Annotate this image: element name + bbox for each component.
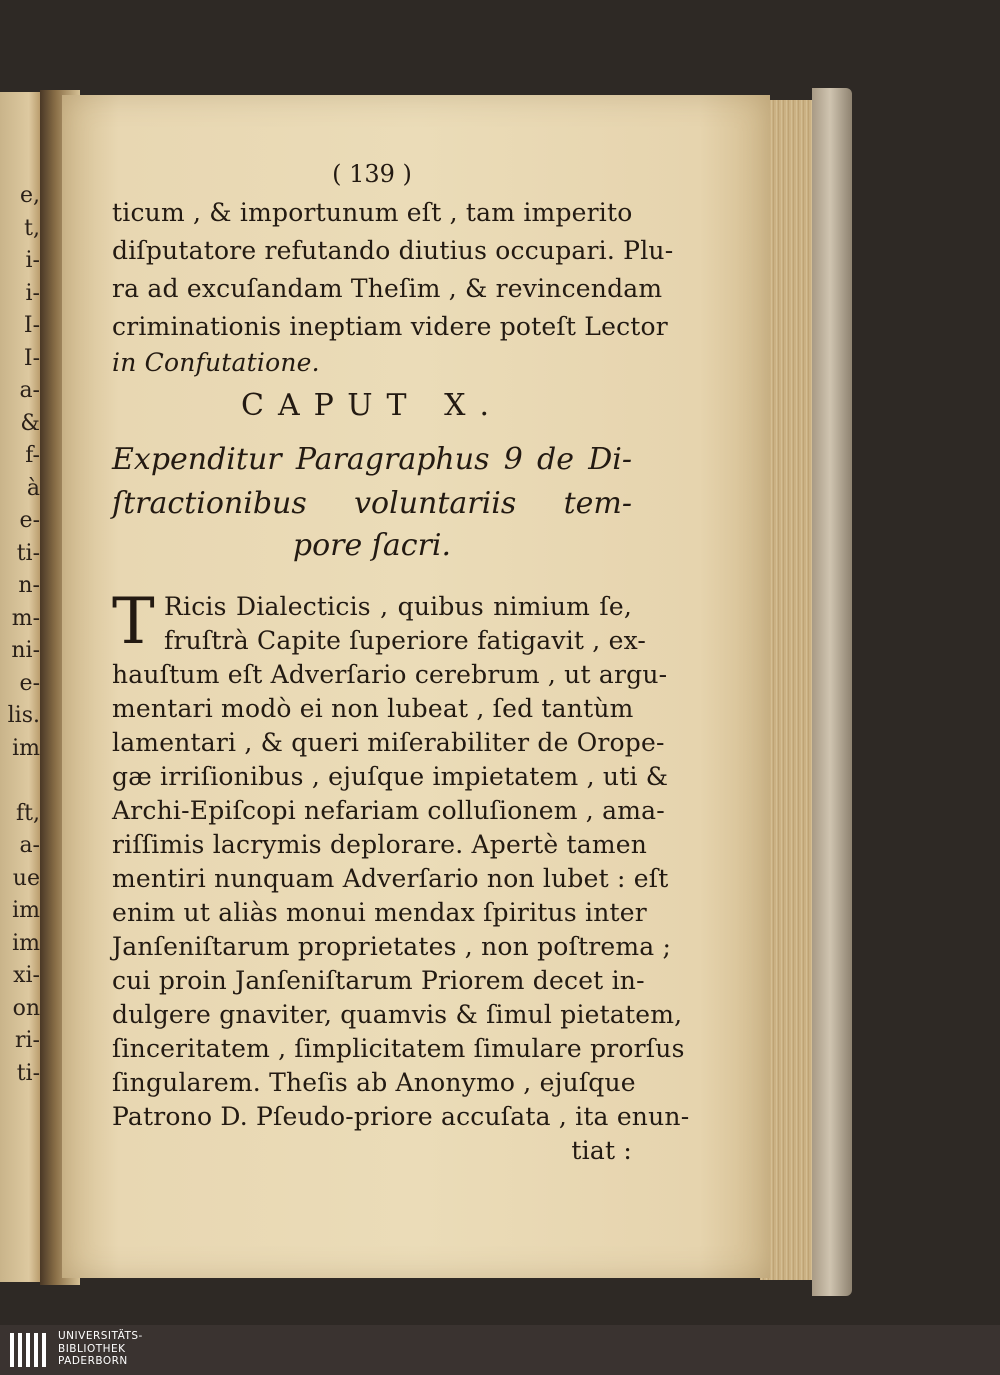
left-margin-fragment: f-	[25, 443, 40, 468]
body-line: Janſeniſtarum proprietates , non poſtrema ;	[112, 932, 672, 961]
chapter-heading-line: Expenditur Paragraphus 9 de Di-	[112, 442, 632, 477]
left-margin-fragment: a-	[19, 833, 40, 858]
book-cover-edge	[812, 88, 852, 1296]
body-line: mentiri nunquam Adverſario non lubet : eſt	[112, 864, 669, 893]
page-number: ( 139 )	[332, 160, 412, 188]
left-margin-fragment	[0, 765, 40, 798]
body-line: lamentari , & queri miſerabiliter de Oropе-	[112, 728, 665, 757]
body-line: gæ irriſionibus , ejuſque impietatem , uti &	[112, 762, 669, 791]
body-line: fruſtrà Capite ſuperiore fatigavit , ex-	[164, 626, 647, 655]
body-line: enim ut aliàs monui mendax ſpiritus inter	[112, 898, 647, 927]
left-margin-fragment: ri-	[15, 1028, 40, 1053]
left-margin-fragment: e,	[19, 183, 40, 208]
body-line: mentari modò ei non lubeat , ſed tantùm	[112, 694, 634, 723]
logo-line-3: PADERBORN	[58, 1355, 128, 1367]
body-line: riſſimis lacrymis deplorare. Apertè tamen	[112, 830, 648, 859]
body-line: Archi-Epiſcopi nefariam colluſionem , ama-	[112, 796, 665, 825]
logo-line-2: BIBLIOTHEK	[58, 1342, 126, 1355]
intro-line: criminationis ineptiam videre poteſt Lector	[112, 312, 668, 341]
left-margin-fragment: ue	[12, 865, 40, 891]
left-margin-fragment: &	[20, 410, 40, 436]
footer-bar	[0, 1325, 1000, 1375]
left-margin-fragment: im	[12, 735, 40, 761]
catchword: tiat :	[571, 1136, 632, 1165]
left-margin-fragment: on	[12, 995, 40, 1021]
left-margin-fragment: xi-	[13, 963, 40, 988]
intro-line: ra ad excuſandam Theſim , & revincendam	[112, 274, 663, 303]
drop-cap: T	[112, 585, 155, 659]
body-line: ſingularem. Theſis ab Anonymo , ejuſque	[112, 1068, 636, 1097]
left-margin-fragment: lis.	[7, 703, 40, 728]
left-margin-fragment: im	[12, 898, 40, 923]
left-margin-fragment: m-	[11, 605, 40, 631]
chapter-heading-line: pore ſacri.	[292, 528, 452, 563]
left-margin-fragment: e-	[19, 670, 40, 696]
left-margin-fragment: n-	[18, 573, 40, 598]
left-margin-fragment: a-	[19, 378, 40, 403]
left-margin-fragment: t,	[24, 215, 40, 241]
left-margin-fragment: im	[12, 930, 40, 956]
left-margin-fragment: ft,	[16, 800, 40, 826]
intro-line: in Confutatione.	[112, 348, 320, 377]
left-margin-fragment: à	[26, 475, 40, 501]
left-margin-fragment: I-	[23, 345, 40, 371]
left-margin-fragments	[0, 180, 40, 1090]
body-line: Ricis Dialecticis , quibus nimium ſe,	[164, 592, 632, 621]
left-margin-fragment: ti-	[16, 1060, 40, 1086]
intro-line: ticum , & importunum eſt , tam imperito	[112, 198, 633, 227]
left-margin-fragment: I-	[23, 313, 40, 338]
logo-line-1: UNIVERSITÄTS-	[58, 1330, 143, 1342]
body-line: cui proin Janſeniſtarum Priorem decet in-	[112, 966, 645, 995]
left-margin-fragment: ti-	[16, 540, 40, 566]
left-margin-fragment: e-	[19, 508, 40, 533]
body-line: ſinceritatem , ſimplicitatem ſimulare prorſus	[112, 1034, 685, 1063]
left-margin-fragment: i-	[25, 280, 40, 306]
intro-line: diſputatore refutando diutius occupari. Plu-	[112, 236, 674, 265]
chapter-heading-line: ſtractionibus voluntariis tem-	[112, 486, 632, 521]
library-logo-icon	[10, 1333, 50, 1367]
left-margin-fragment: ni-	[11, 638, 40, 663]
library-logo-text	[58, 1330, 143, 1368]
body-line: hauſtum eſt Adverſario cerebrum , ut argu-	[112, 660, 668, 689]
left-margin-fragment: i-	[25, 248, 40, 273]
chapter-title: CAPUT X.	[241, 388, 503, 423]
body-line: dulgere gnaviter, quamvis & ſimul pietatem,	[112, 1000, 683, 1029]
body-line: Patrono D. Pſeudo-priore accuſata , ita enun-	[112, 1102, 690, 1131]
